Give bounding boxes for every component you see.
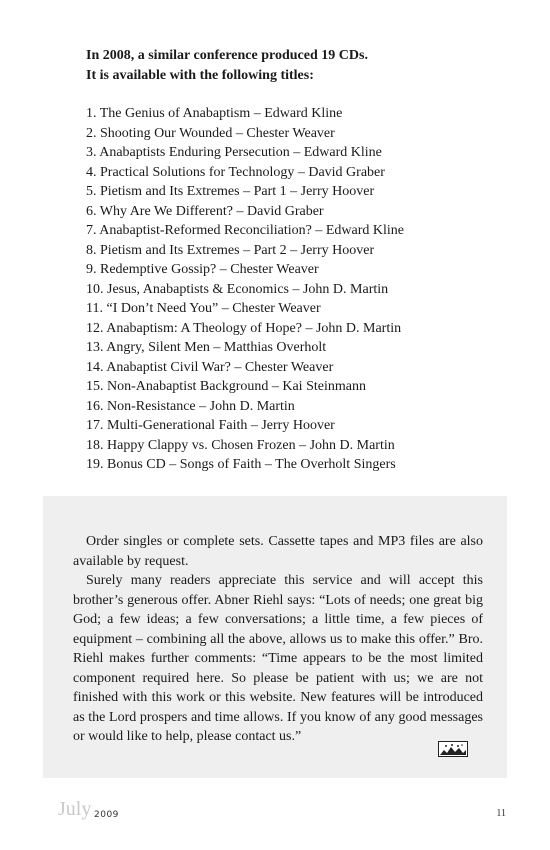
end-of-article-icon — [438, 741, 468, 757]
list-item: 10. Jesus, Anabaptists & Economics – John D. Martin — [86, 281, 389, 297]
list-item: 4. Practical Solutions for Technology – David Graber — [86, 164, 385, 180]
list-item: 2. Shooting Our Wounded – Chester Weaver — [86, 125, 335, 141]
footer-month: July — [58, 798, 92, 820]
info-paragraph-2: Surely many readers appreciate this service and will accept this brother’s generous offer. Abner Riehl says: “Lots of needs; one great big God; a few ideas; a few conversations; a little time, a few pieces of equipment – combining all the above, allows us to make this offer.” Bro. Riehl makes further comments: “Time appears to be the most limited component required here. So please be patient with us; we are not finished with this work or this website. New features will be introduced as the Lord prospers and time allows. If you know of any good messages or would like to help, please contact us.” — [73, 573, 483, 744]
list-item: 13. Angry, Silent Men – Matthias Overholt — [86, 340, 327, 355]
list-item: 1. The Genius of Anabaptism – Edward Kline — [86, 106, 343, 121]
info-paragraph-1: Order singles or complete sets. Cassette tapes and MP3 files are also available by request. — [73, 534, 483, 569]
list-item: 17. Multi-Generational Faith – Jerry Hoover — [86, 418, 335, 433]
list-item: 6. Why Are We Different? – David Graber — [86, 203, 324, 219]
list-item: 5. Pietism and Its Extremes – Part 1 – Jerry Hoover — [86, 184, 375, 199]
info-box-text — [73, 532, 483, 747]
page-number: 11 — [496, 808, 506, 819]
intro-line-1: In 2008, a similar conference produced 19 CDs. — [86, 48, 368, 63]
list-item: 12. Anabaptism: A Theology of Hope? – John D. Martin — [86, 320, 402, 336]
list-item: 19. Bonus CD – Songs of Faith – The Overholt Singers — [86, 457, 396, 472]
list-item: 7. Anabaptist-Reformed Reconciliation? – Edward Kline — [86, 223, 405, 238]
list-item: 11. “I Don’t Need You” – Chester Weaver — [86, 301, 321, 316]
list-item: 3. Anabaptists Enduring Persecution – Edward Kline — [86, 145, 382, 160]
footer-year: 2009 — [94, 810, 119, 820]
list-item: 8. Pietism and Its Extremes – Part 2 – Jerry Hoover — [86, 242, 375, 258]
list-item: 16. Non-Resistance – John D. Martin — [86, 398, 295, 414]
list-item: 9. Redemptive Gossip? – Chester Weaver — [86, 262, 319, 277]
info-box — [43, 496, 507, 778]
list-item: 14. Anabaptist Civil War? – Chester Weaver — [86, 359, 334, 375]
intro-heading — [86, 46, 486, 86]
intro-line-2: It is available with the following titles: — [86, 68, 314, 83]
list-item: 18. Happy Clappy vs. Chosen Frozen – John D. Martin — [86, 437, 395, 453]
cd-title-list — [86, 104, 506, 475]
list-item: 15. Non-Anabaptist Background – Kai Steinmann — [86, 379, 366, 394]
